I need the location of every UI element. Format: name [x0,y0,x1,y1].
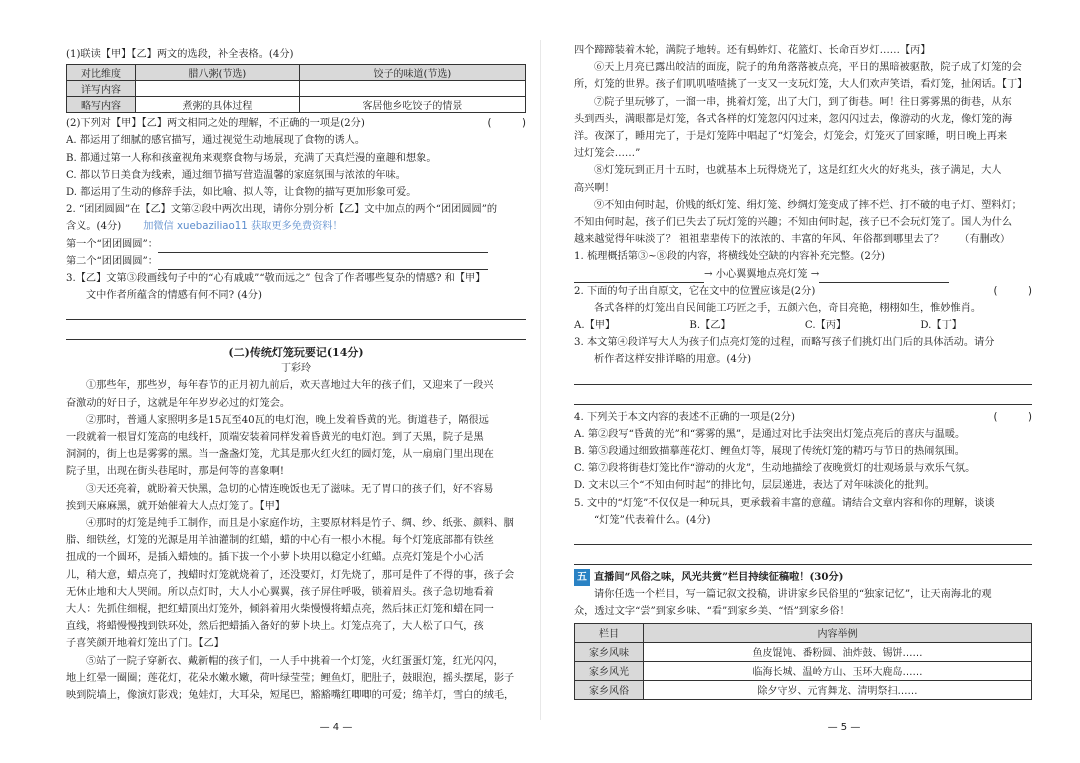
passage-line: 扭成的一个圆环，是插入蜡烛的。插下拔一个小萝卜块用以稳定小红蜡。点亮灯笼是个小心活 [66,552,484,564]
question-1: (1)联读【甲】【乙】两文的选段，补全表格。(4分) [66,49,294,60]
question-2-tuan-cont [66,218,526,235]
question-text: 含义。(4分) [66,221,122,233]
passage-line: 洋。夜深了，睡用完了，于是灯笼阵中唱起了“灯笼会，灯笼会，灯笼灭了回家睡，明日晚上再来 [574,131,1008,143]
passage-line: ①那些年，那些岁，每年春节的正月初九前后，欢天喜地过大年的孩子们，又迎来了一段兴 [86,380,494,392]
table-row [67,81,526,97]
passage-line: ⑨不知由何时起，价贱的纸灯笼、绢灯笼、纱绸灯笼变成了摔不烂、打不破的电子灯、塑料灯； [594,199,1022,211]
comparison-table [66,64,526,113]
part-5-prompt-cont: 众，透过文字“尝”到家乡味、“看”到家乡美、“悟”到家乡俗！ [574,606,850,618]
passage-line: ④那时的灯笼是纯手工制作，而且是小家庭作坊，主要原材料是竹子、绸、纱、纸张、颜料、胭 [86,518,514,530]
option-a: A. 第②段写“昏黄的光”和“雾雾的黑”，是通过对比手法突出灯笼点亮后的喜庆与温暖。 [574,428,966,440]
passage-line: 子喜笑颜开地着灯笼出了门。【乙】 [66,638,224,650]
answer-blank[interactable] [574,389,1032,405]
answer-paren: ( ) [993,285,1032,297]
passage-line: ⑥天上月亮已露出皎洁的面庞，院子的角角落落被点亮，平日的黑暗被驱散，院子成了灯笼的会 [594,62,1022,74]
question-3-cont: 文中作者所蕴含的情感有何不同? (4分) [86,290,262,302]
question-text: (2)下列对【甲】【乙】两文相同之处的理解，不正确的一项是(2分) [66,118,365,130]
answer-blank[interactable] [158,258,488,270]
passage-line: 头到西头，满眼都是灯笼，各式各样的灯笼忽闪闪过来，忽闪闪过去，像游动的火龙，像灯笼的海 [574,113,1013,125]
question-3: 3.【乙】文第③段画线句子中的“心有戚戚”“敬而远之” 包含了作者哪些复杂的情感? 和【甲】 [66,273,486,285]
answer-label: 第一个“团团圆圆”： [66,238,158,250]
answer-blank[interactable] [158,241,488,253]
chain-text: → 小心翼翼地点亮灯笼 → [704,268,820,280]
answer-paren: ( ) [487,118,526,130]
option-d: D.【丁】 [920,320,962,332]
option-d: D. 都运用了生动的修辞手法，如比喻、拟人等，让食物的描写更加形象可爱。 [66,187,417,199]
answer-blank[interactable] [66,304,526,320]
question-3: 3. 本文第④段详写大人为孩子们点亮灯笼的过程，而略写孩子们挑灯出门后的具体活动。请分 [574,337,995,349]
right-page [540,0,1080,763]
passage-line: 洞洞的，街上也是雾雾的黑。当一盏盏灯笼，尤其是那火红火红的圆灯笼，从一扇扇门里出现在 [66,449,494,461]
page-number-text: — 4 — [319,722,353,733]
passage-line: 过灯笼会……” [574,148,641,160]
author: 丁彩玲 [281,363,311,375]
passage-line: ⑦院子里玩够了，一溜一串，挑着灯笼，出了大门，到了街巷。呵！往日雾雾黑的街巷，从东 [594,96,1012,108]
table-cell [136,81,300,97]
table-cell: 内容举例 [644,623,1032,642]
section-title: (二)传统灯笼玩要记(14分) [228,346,364,360]
option-c: C.【丙】 [804,320,847,332]
passage-line: 映到院墙上，像演灯影戏；兔娃灯，大耳朵，短尾巴，豁豁嘴红唧唧的可爱；绵羊灯，雪白的绒毛， [66,690,515,702]
question-4 [574,409,1032,426]
table-row [575,642,1032,661]
answer-blank[interactable] [574,549,1032,565]
passage-line: 脂、细铁丝，灯笼的光源是用羊油灌制的红蜡，蜡的中心有一根小木棍。每个灯笼底部都有铁丝 [66,535,494,547]
question-3-cont: 析作者这样安排详略的用意。(4分) [594,354,752,366]
answer-chain [574,266,1032,283]
table-row [575,661,1032,680]
table-cell: 除夕守岁、元宵舞龙、清明祭扫…… [644,680,1032,699]
passage-line: 高兴啊！ [574,182,615,194]
page-number [574,722,1080,733]
options-row [574,317,1032,334]
passage-line: 不知由何时起，孩子们已失去了玩灯笼的兴趣；不知由何时起，孩子已不会玩灯笼了。国人为什么 [574,217,1013,229]
question-text: 2. 下面的句子出自原文，它在文中的位置应该是(2分) [574,285,816,297]
passage-line: ⑧灯笼玩到正月十五时，也就基本上玩得烧光了，这是红红火火的好兆头，孩子满足，大人 [594,165,1002,177]
passage-line: 挨到天麻麻黑，就开始催着大人点灯笼了。【甲】 [66,500,286,512]
watermark-text: 加微信 xuebaziliao11 获取更多免费资料！ [143,221,343,233]
question-5: 5. 文中的“灯笼”不仅仅是一种玩具，更承载着丰富的意蕴。请结合文章内容和你的理解，谈谈 [574,497,995,509]
question-2 [66,115,526,132]
answer-label: 第二个“团团圆圆”： [66,255,158,267]
table-cell: 饺子的味道(节选) [299,65,525,81]
question-2 [574,283,1032,300]
passage-line: ③天还亮着，就盼着天快黑，急切的心情连晚饭也无了滋味。无了胃口的孩子们，好不容易 [86,483,494,495]
answer-blank[interactable] [574,529,1032,545]
answer-line-2 [66,253,526,270]
part-title-text: 直播间“风俗之味，风光共赏”栏目持续征稿啦！(30分) [594,571,844,584]
part-5-prompt: 请你任选一个栏目，写一篇记叙文投稿，讲讲家乡民俗里的“独家记忆”，让天南海北的观 [594,589,992,601]
passage-line: 四个蹄蹄装着木轮，满院子地转。还有蚂蚱灯、花篮灯、长命百岁灯……【丙】 [574,45,931,56]
passage-line: 大人：先抓住细棍，把红蜡顶出灯笼外，倾斜着用火柴慢慢将蜡点亮，然后抹正灯笼和蜡在同一 [66,604,494,616]
question-text: 4. 下列关于本文内容的表述不正确的一项是(2分) [574,411,795,423]
table-cell: 栏目 [575,623,644,642]
table-cell: 鱼皮馄饨、番粉圆、油炸鼓、锡饼…… [644,642,1032,661]
quoted-sentence: 各式各样的灯笼出自民间能工巧匠之手，五颜六色，奇目亮艳，栩栩如生，惟妙惟肖。 [594,303,982,315]
table-cell: 腊八粥(节选) [136,65,300,81]
table-cell: 临海长城、温岭方山、玉环大鹿岛…… [644,661,1032,680]
table-cell: 家乡风俗 [575,680,644,699]
passage-line: 越来越觉得年味淡了？ 祖祖辈辈传下的浓浓的、丰富的年风、年俗都到哪里去了？ （有删改） [574,234,1011,246]
page-number-text: — 5 — [827,722,861,733]
table-header-row [67,65,526,81]
part-badge: 五 [574,569,590,586]
table-cell: 煮粥的具体过程 [136,97,300,113]
passage-line: 直线，将蜡慢慢拽到铁环处，然后把蜡插入备好的萝卜块上。灯笼点亮了，大人松了口气，孩 [66,621,484,633]
passage-line: ②那时，普通人家照明多是15瓦至40瓦的电灯泡，晚上发着昏黄的光。街道巷子，隔很远 [86,414,489,426]
answer-blank[interactable] [819,271,949,283]
part-5-title [574,569,1032,586]
answer-paren: ( ) [993,411,1032,423]
passage-line: 无休止地和大人哭闹。所以点灯时，大人小心翼翼，孩子屏住呼吸，锁着眉头。孩子急切地看着 [66,586,494,598]
page-number [66,722,606,733]
passage-cont [574,42,1032,248]
column-table [574,623,1032,700]
answer-blank[interactable] [574,369,1032,385]
table-cell: 详写内容 [67,81,136,97]
table-cell: 对比维度 [67,65,136,81]
option-c: C. 都以节日美食为线索，通过细节描写营造温馨的家庭氛围与浓浓的年味。 [66,169,406,181]
option-c: C. 第⑦段将街巷灯笼比作“游动的火龙”，生动地描绘了夜晚赏灯的壮观场景与欢乐气氛。 [574,463,976,475]
answer-blank[interactable] [574,271,704,283]
passage-line: 儿，稍大意，蜡点亮了，拽蜡时灯笼就烧着了，还没要灯，灯先烧了，那可是件了不得的事，孩子会 [66,569,515,581]
passage-line: 地上红晕一圈圈；莲花灯，花朵水嫩水嫩，荷叶绿莹莹；鲤鱼灯，肥肚子，鼓眼泡，摇头摆尾，影子 [66,672,515,684]
passage-line: ⑤站了一院子穿新衣、戴新帽的孩子们，一人手中挑着一个灯笼，火红蛋蛋灯笼，红光闪闪， [86,655,504,667]
table-cell: 家乡风光 [575,661,644,680]
option-d: D. 文末以三个“不知由何时起”的排比句，层层递进，表达了对年味淡化的批判。 [574,480,935,492]
table-row [575,680,1032,699]
table-cell: 家乡风味 [575,642,644,661]
passage-line: 一段就着一根冒灯笼高的电线杆，顶端安装着同样发着昏黄光的电灯泡。到了天黑，院子是黑 [66,432,484,444]
option-a: A. 都运用了细腻的感官描写，通过视觉生动地展现了食物的诱人。 [66,135,366,147]
question-5-cont: “灯笼”代表着什么。(4分) [594,514,711,526]
table-row [67,97,526,113]
option-a: A.【甲】 [574,320,616,332]
table-cell: 客居他乡吃饺子的情景 [299,97,525,113]
question-1: 1. 梳理概括第③~⑧段的内容，将横线处空缺的内容补充完整。(2分) [574,251,885,263]
passage-line: 所，灯笼的世界。孩子们叽叽喳喳挑了一支又一支玩灯笼，大人们欢声笑语，看灯笼，扯闲话。【丁】 [574,79,1028,91]
table-cell [299,81,525,97]
table-header-row [575,623,1032,642]
answer-blank[interactable] [66,324,526,340]
question-2-tuan: 2. “团团圆圆”在【乙】文第②段中两次出现，请你分别分析【乙】文中加点的两个“团团圆圆”的 [66,204,498,216]
table-cell: 略写内容 [67,97,136,113]
option-b: B. 都通过第一人称和孩童视角来观察食物与场景，充满了天真烂漫的童趣和想象。 [66,152,437,164]
passage-line: 院子里，出现在街头巷尾时，那是何等的喜象啊! [66,466,285,478]
option-b: B.【乙】 [689,320,731,332]
answer-line-1 [66,236,526,253]
passage-line: 奋激动的好日子，这就是年年岁岁必过的灯笼会。 [66,397,291,409]
passage [66,377,526,704]
option-b: B. 第⑤段通过细致描摹莲花灯、鲤鱼灯等，展现了传统灯笼的精巧与节日的热闹氛围。 [574,446,965,458]
